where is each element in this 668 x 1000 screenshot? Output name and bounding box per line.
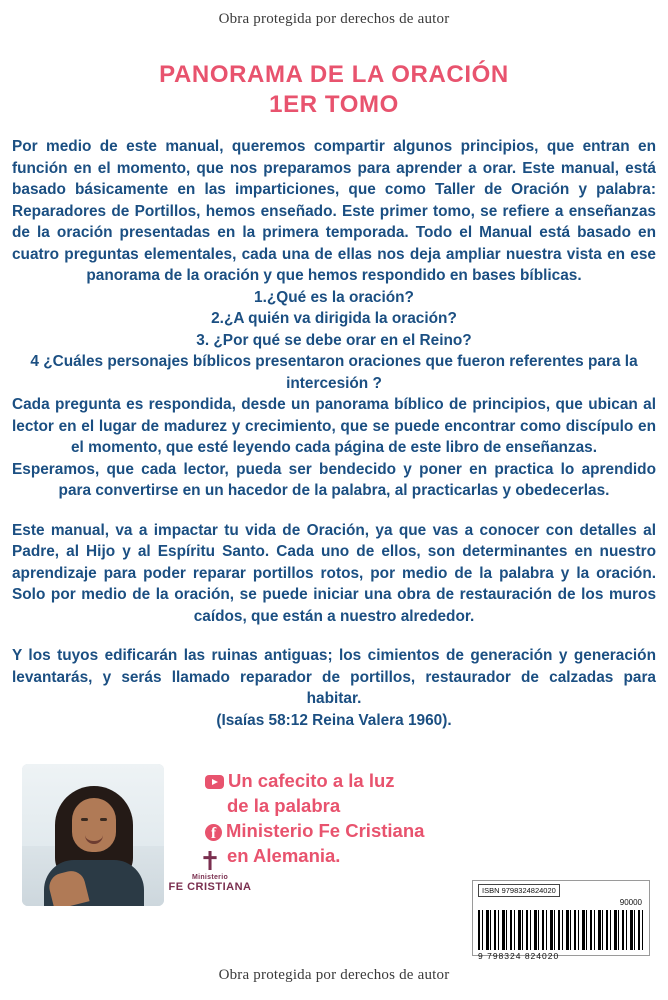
book-title	[0, 60, 668, 120]
footer-area	[0, 762, 668, 962]
back-cover-blurb	[0, 136, 668, 731]
blurb-scripture-reference: (Isaías 58:12 Reina Valera 1960).	[216, 711, 452, 729]
barcode-bars	[478, 910, 644, 950]
book-title-line-1: PANORAMA DE LA ORACIÓN	[159, 61, 509, 88]
copyright-notice-top: Obra protegida por derechos de autor	[218, 11, 450, 27]
youtube-channel-name-2: de la palabra	[227, 795, 341, 816]
blurb-question-1: 1.¿Qué es la oración?	[254, 288, 414, 306]
blurb-paragraph-1: Por medio de este manual, queremos compartir algunos principios, que entran en función en el momento, que nos preparamos para aprender a orar. Este manual, está basado básicamente en las imparticiones, que como Taller de Oración y palabra: Reparadores de Portillos, hemos enseñado. Este primer tomo, se refiere a enseñanzas de la oración presentadas en la primera temporada. Todo el Manual está basado en cuatro preguntas elementales, cada una de ellas nos deja ampliar nuestra vista en ese panorama de la oración y que hemos respondido en bases bíblicas.	[12, 138, 656, 284]
book-title-line-2: 1ER TOMO	[269, 91, 399, 118]
youtube-icon[interactable]	[205, 775, 224, 789]
blurb-question-2: 2.¿A quién va dirigida la oración?	[211, 310, 457, 327]
blurb-paragraph-2: Cada pregunta es respondida, desde un panorama bíblico de principios, que ubican al lector en el lugar de madurez y crecimiento, que se puede encontrar como discípulo en el momento, que esté leyendo cada página de este libro de enseñanzas.	[12, 396, 656, 456]
blurb-paragraph-3: Esperamos, que cada lector, pueda ser bendecido y poner en practica lo aprendido para convertirse en un hacedor de la palabra, al practicarlas y obedecerlas.	[12, 460, 656, 499]
isbn-label: ISBN 9798324824020	[478, 884, 560, 897]
blurb-question-3: 3. ¿Por qué se debe orar en el Reino?	[196, 331, 472, 349]
blurb-question-4: 4 ¿Cuáles personajes bíblicos presentaron oraciones que fueron referentes para la intercesión ?	[30, 353, 638, 392]
youtube-channel-name: Un cafecito a la luz	[228, 770, 395, 791]
barcode-price-code: 90000	[619, 898, 642, 907]
barcode-header-row	[478, 884, 644, 907]
photo-eye-right	[100, 818, 107, 821]
cross-icon: ✝	[199, 846, 221, 876]
youtube-contact-line[interactable]	[205, 768, 545, 793]
facebook-contact-line[interactable]	[205, 818, 545, 843]
author-photo-image	[22, 764, 164, 906]
author-photo	[22, 764, 164, 906]
ministry-logo-name: FE CRISTIANA	[168, 881, 252, 893]
ministry-logo-subtitle: Ministerio	[191, 874, 229, 881]
photo-eye-left	[81, 818, 88, 821]
copyright-notice-bottom: Obra protegida por derechos de autor	[218, 967, 450, 983]
facebook-page-name-2: en Alemania.	[227, 845, 341, 866]
blurb-paragraph-4: Este manual, va a impactar tu vida de Oración, ya que vas a conocer con detalles al Padre, al Hijo y al Espíritu Santo. Cada uno de ellos, son determinantes en nuestro aprendizaje para poder reparar portillos rotos, por medio de la palabra y la oración. Solo por medio de la oración, se puede iniciar una obra de restauración de los muros caídos, que están a nuestro alrededor.	[12, 521, 656, 625]
facebook-page-name: Ministerio Fe Cristiana	[226, 820, 425, 841]
blurb-scripture-quote: Y los tuyos edificarán las ruinas antiguas; los cimientos de generación y generación levantarás, y serás llamado reparador de portillos, restaurador de calzadas para habitar.	[12, 647, 656, 707]
barcode-digits: 9 798324 824020	[478, 951, 560, 961]
contact-block	[205, 768, 545, 868]
facebook-icon[interactable]	[205, 824, 222, 841]
barcode	[472, 880, 650, 961]
